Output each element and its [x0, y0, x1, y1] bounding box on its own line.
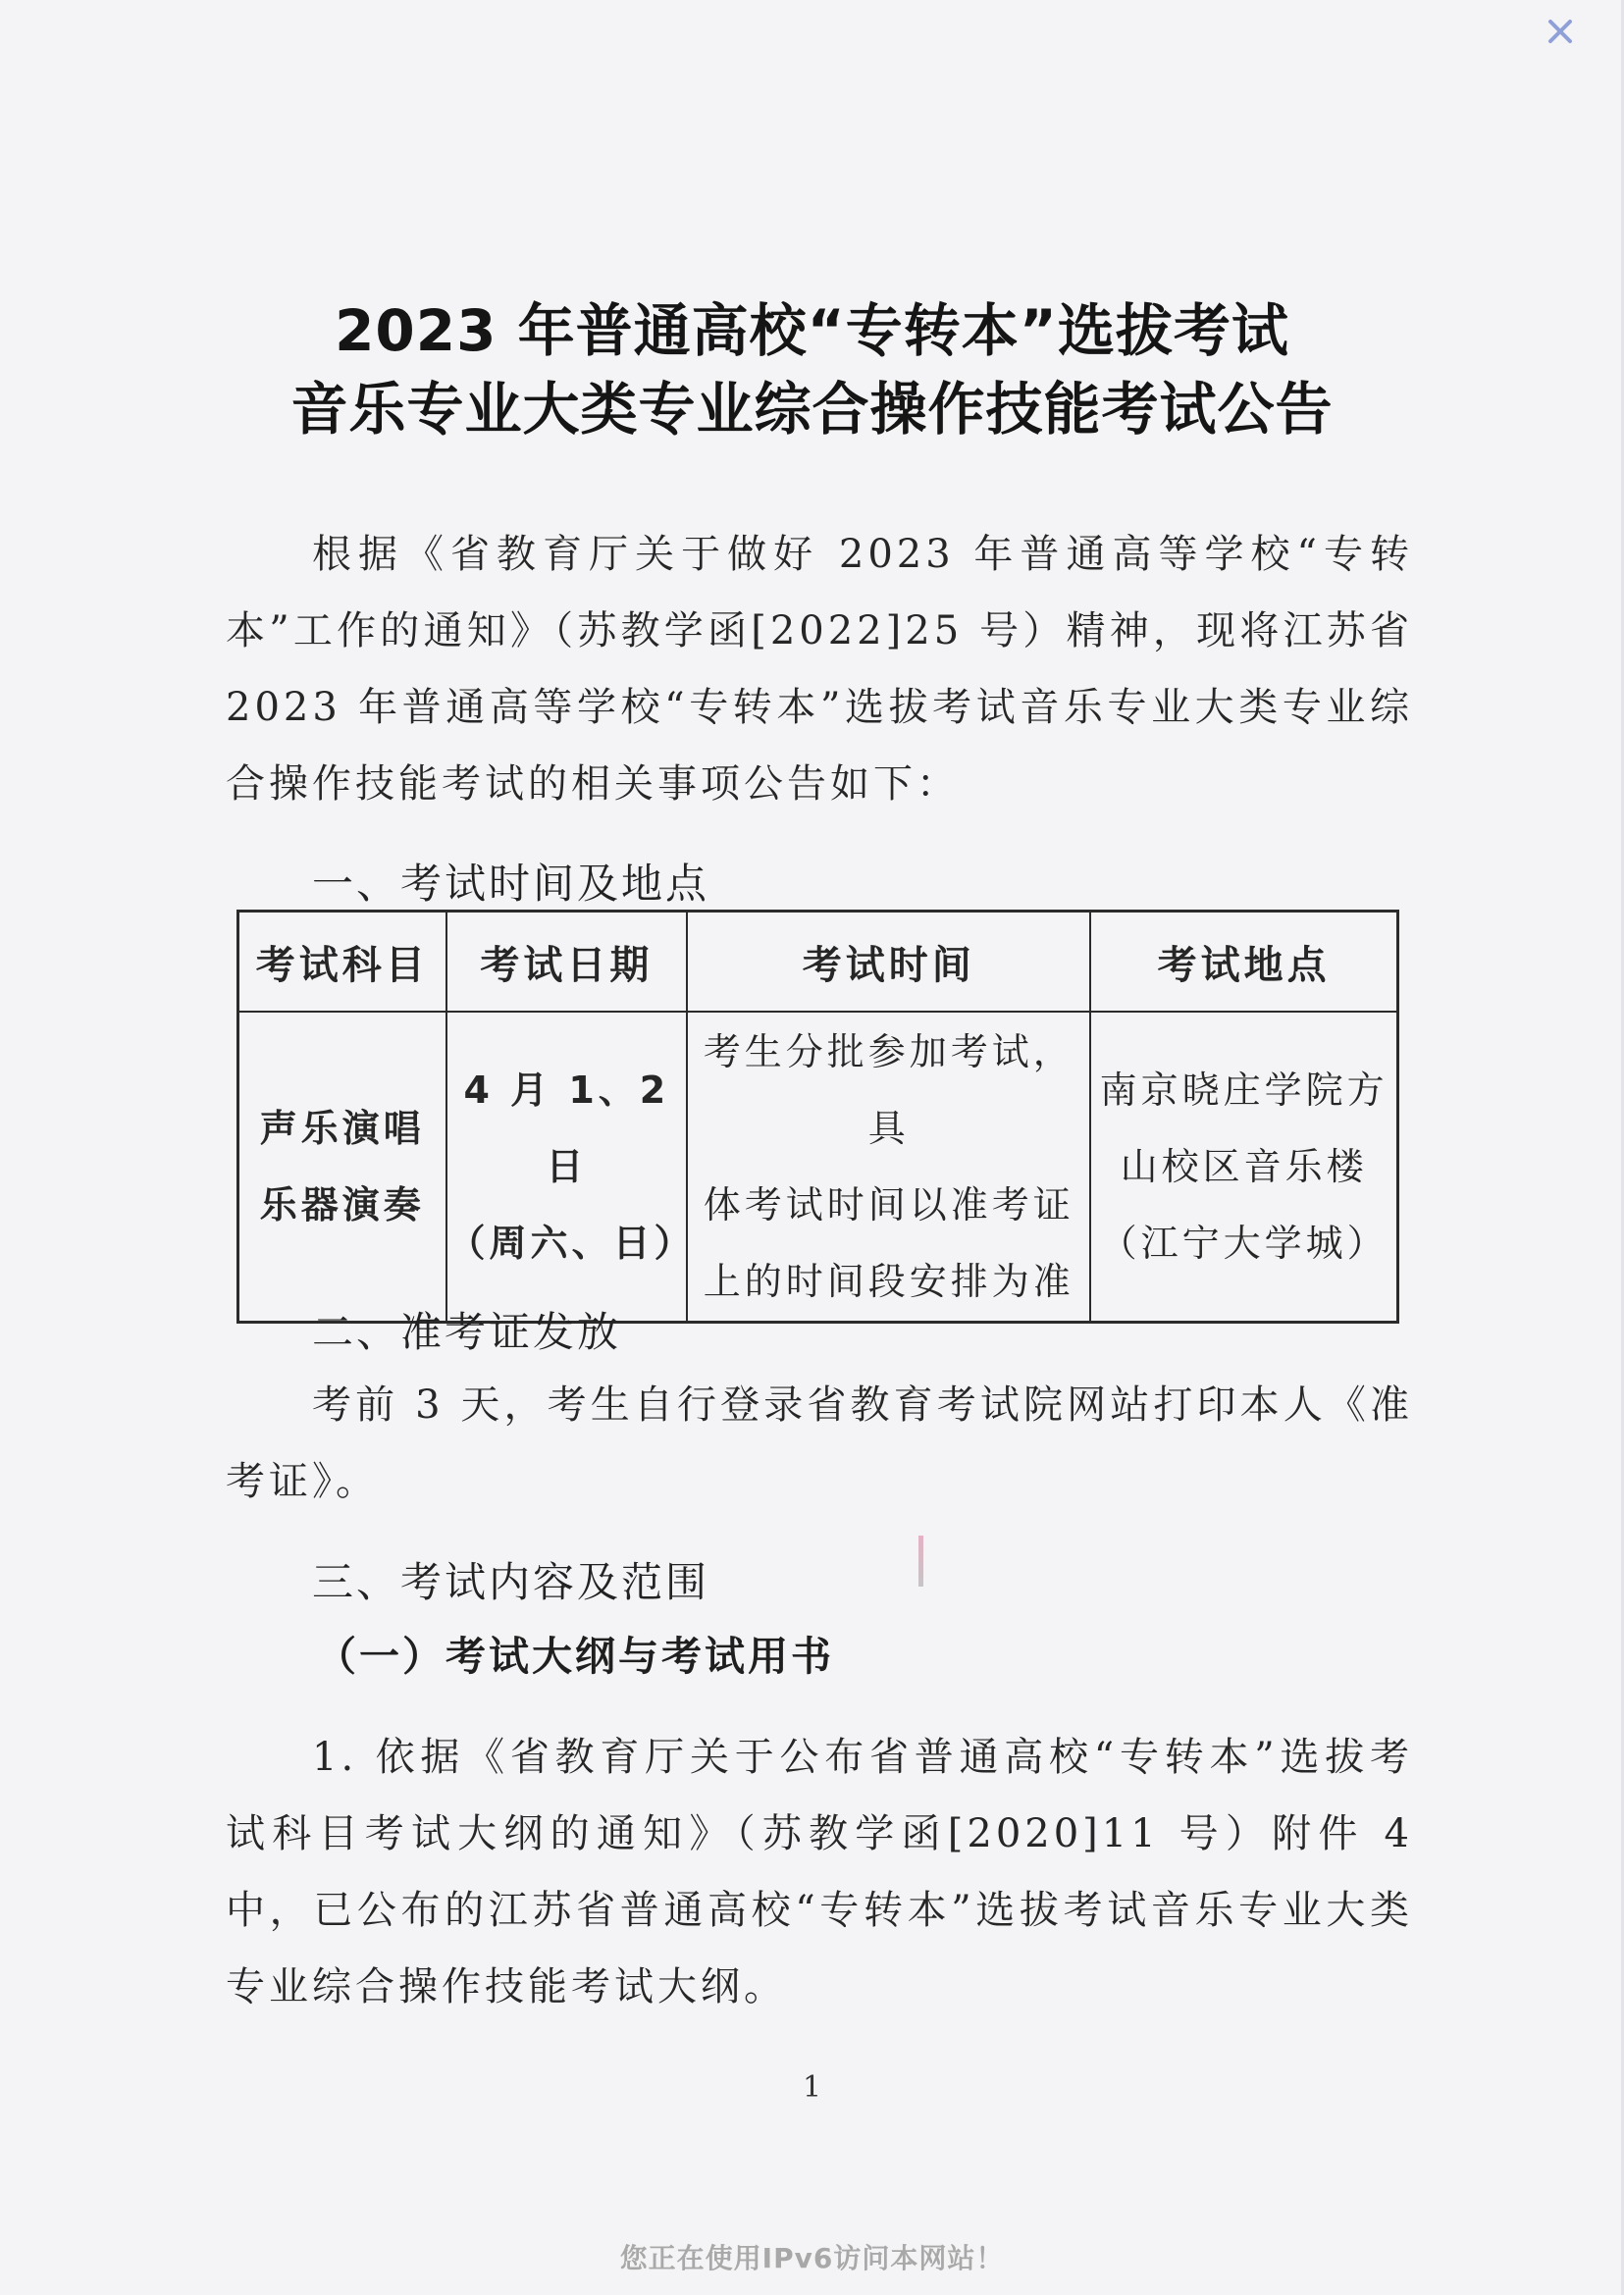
place-line: （江宁大学城） — [1099, 1222, 1388, 1265]
document-title-line-1: 2023 年普通高校“专转本”选拔考试 — [335, 297, 1289, 364]
place-line: 山校区音乐楼 — [1120, 1145, 1368, 1188]
page-number: 1 — [802, 2070, 822, 2105]
date-line: 4 月 1、2 日 — [463, 1069, 670, 1188]
table-cell-place — [1090, 1012, 1397, 1323]
time-line: 上的时间段安排为准 — [703, 1260, 1074, 1303]
table-cell-subject — [238, 1012, 446, 1323]
syllabus-item-1-paragraph: 1. 依据《省教育厅关于公布省普通高校“专转本”选拔考试科目考试大纲的通知》（苏教学函[2020]11 号）附件 4 中，已公布的江苏省普通高校“专转本”选拔考试音乐专业大类专业综合操作技能考试大纲。 — [226, 1735, 1413, 2009]
exam-schedule-table — [236, 910, 1399, 1324]
close-icon[interactable] — [1543, 14, 1578, 49]
table-cell-date — [446, 1012, 696, 1323]
scan-artifact-mark — [918, 1536, 923, 1587]
table-header-row — [238, 912, 1398, 1013]
place-line: 南京晓庄学院方 — [1099, 1069, 1388, 1112]
close-icon-glyph — [1543, 14, 1578, 49]
time-line: 考生分批参加考试，具 — [703, 1030, 1074, 1150]
table-cell-time — [687, 1012, 1090, 1323]
section-heading-exam-time-place: 一、考试时间及地点 — [312, 860, 710, 908]
admission-ticket-paragraph: 考前 3 天，考生自行登录省教育考试院网站打印本人《准考证》。 — [226, 1382, 1413, 1504]
time-line: 体考试时间以准考证 — [703, 1183, 1074, 1226]
table-row — [238, 1012, 1398, 1323]
section-heading-exam-content: 三、考试内容及范围 — [312, 1558, 710, 1606]
subsection-heading-syllabus: （一）考试大纲与考试用书 — [316, 1633, 834, 1680]
subject-line: 乐器演奏 — [259, 1183, 425, 1226]
table-header-subject: 考试科目 — [238, 912, 446, 1013]
intro-paragraph: 根据《省教育厅关于做好 2023 年普通高等学校“专转本”工作的通知》（苏教学函[2022]25 号）精神，现将江苏省 2023 年普通高等学校“专转本”选拔考试音乐专业大类专业综合操作技能考试的相关事项公告如下： — [226, 532, 1413, 807]
table-header-time: 考试时间 — [687, 912, 1090, 1013]
document-title-line-2: 音乐专业大类专业综合操作技能考试公告 — [290, 376, 1334, 443]
date-line: （周六、日） — [447, 1222, 696, 1265]
ipv6-notice-banner: 您正在使用IPv6访问本网站！ — [619, 2242, 1005, 2274]
table-header-date: 考试日期 — [446, 912, 688, 1013]
subject-line: 声乐演唱 — [259, 1107, 425, 1150]
section-heading-admission-ticket: 二、准考证发放 — [312, 1308, 622, 1356]
table-header-place: 考试地点 — [1090, 912, 1397, 1013]
